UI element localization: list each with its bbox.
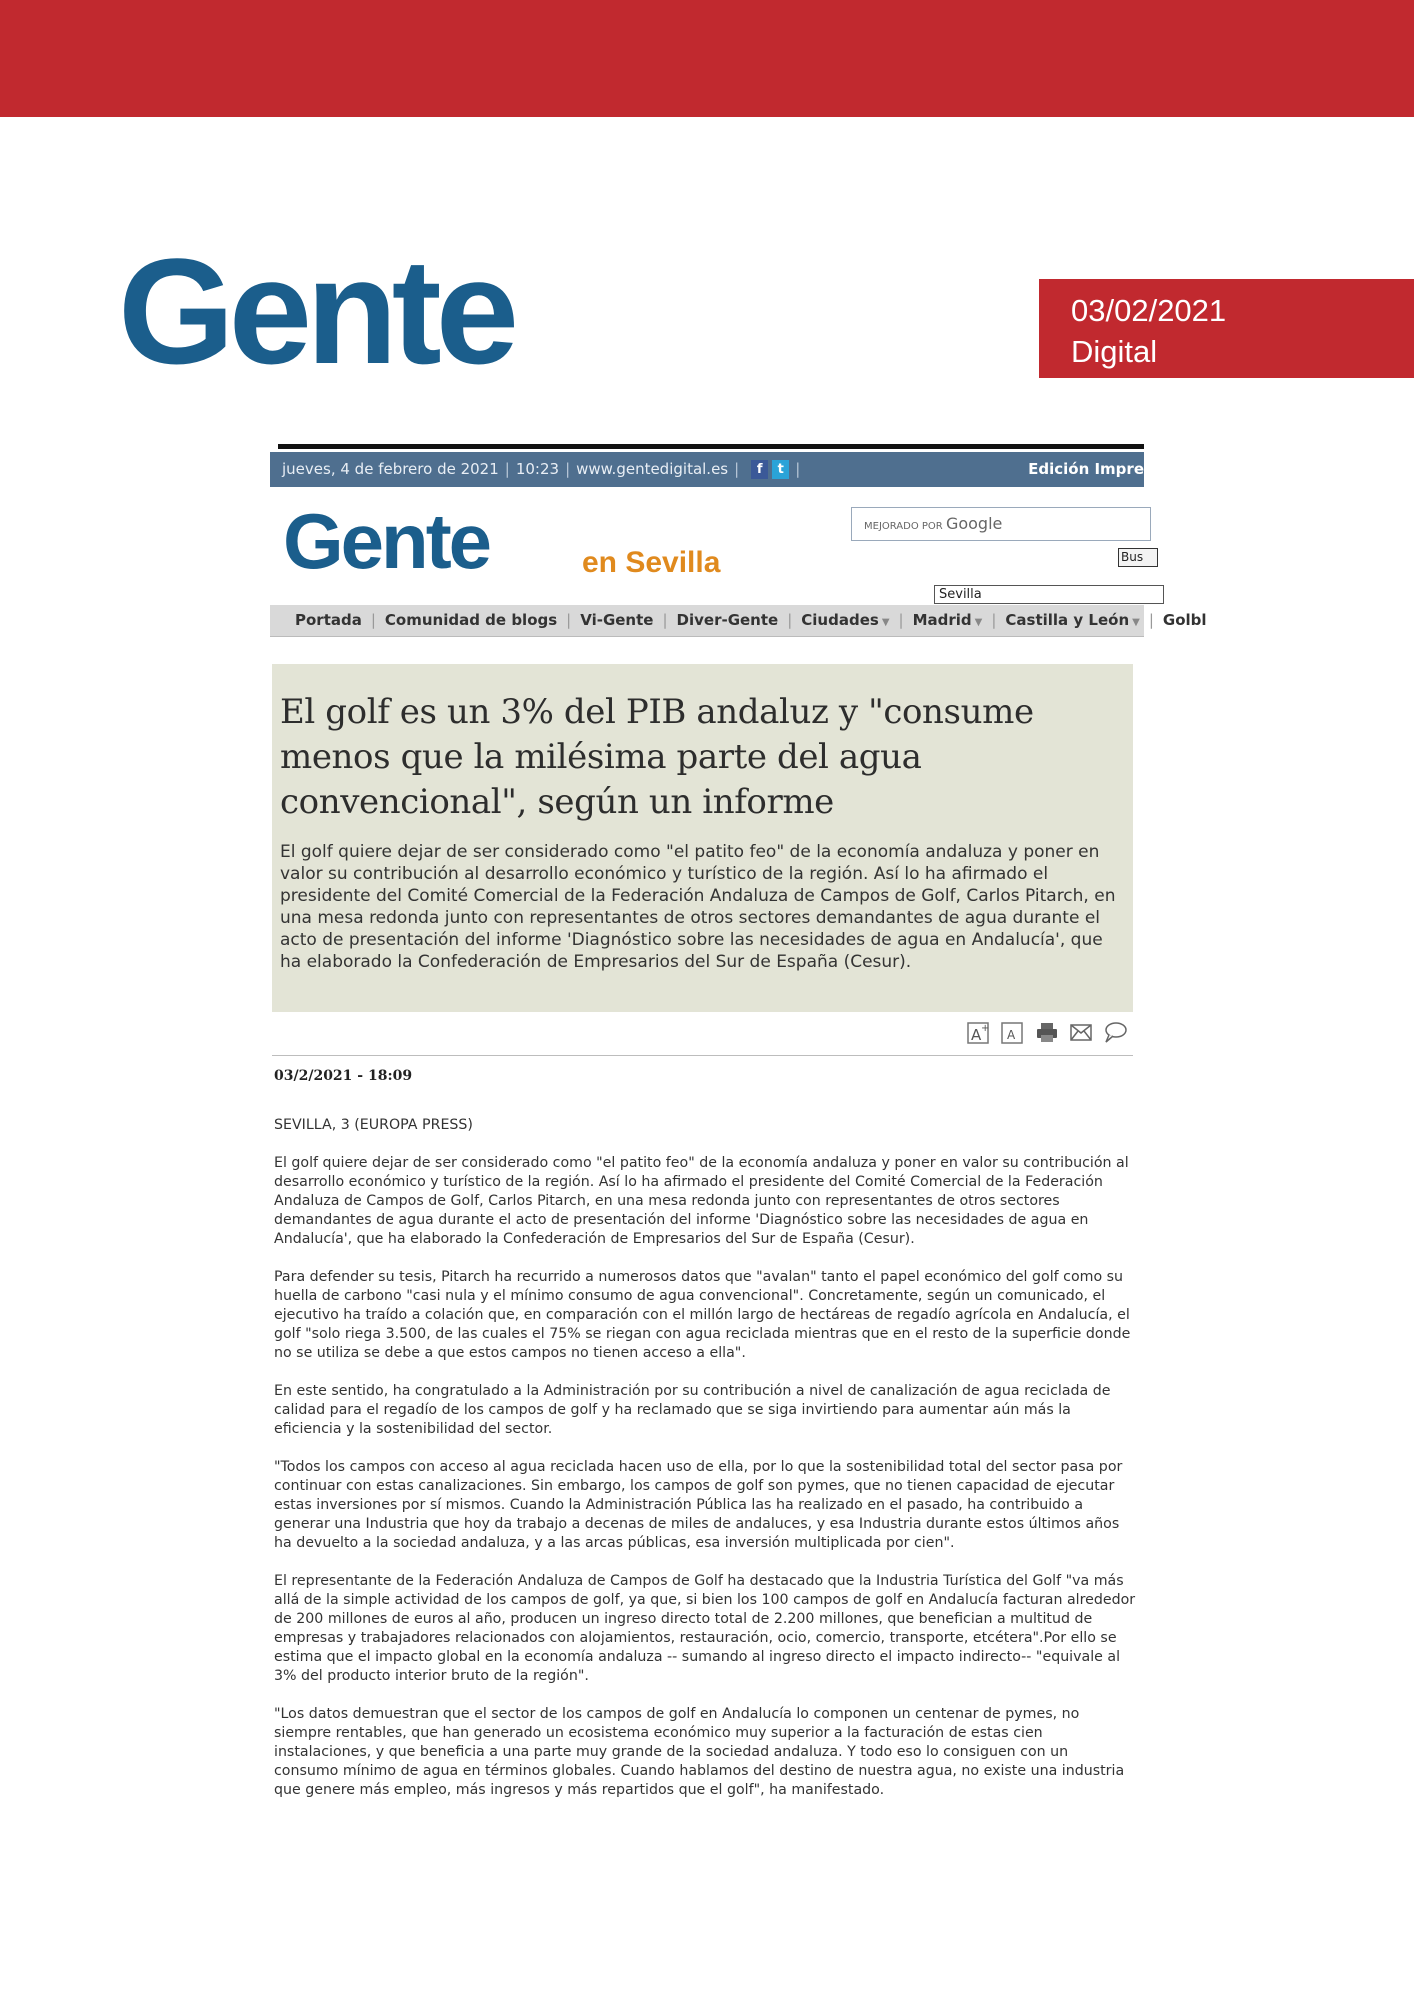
font-increase-icon[interactable]	[967, 1020, 991, 1044]
svg-text:+: +	[981, 1023, 990, 1034]
print-icon[interactable]	[1035, 1020, 1059, 1044]
chevron-down-icon: ▼	[1132, 617, 1140, 628]
website-screenshot	[269, 444, 1207, 1864]
article-paragraph: El representante de la Federación Andaluza de Campos de Golf ha destacado que la Industria Turística del Golf "va más allá de la simple actividad de los campos de golf, ya que, si bien los 100 campos de golf en Andalucía facturan alrededor de 200 millones de euros al año, producen un ingreso directo total de 2.200 millones, que benefician a multitud de empresas y trabajadores relacionados con alojamientos, restauración, ocio, comercio, transporte, etcétera".Por ello se estima que el impacto global en la economía andaluza -- sumando al ingreso directo el impacto indirecto-- "equivale al 3% del producto interior bruto de la región".	[274, 1573, 1136, 1684]
twitter-icon[interactable]: t	[772, 460, 789, 479]
email-icon[interactable]	[1069, 1020, 1093, 1044]
svg-text:A: A	[1007, 1028, 1016, 1042]
site-city-label: en Sevilla	[582, 546, 721, 579]
article-tools	[967, 1020, 1137, 1046]
article-paragraph: "Todos los campos con acceso al agua reciclada hacen uso de ella, por lo que la sostenibilidad total del sector pasa por continuar con estas canalizaciones. Sin embargo, los campos de golf son pymes, que no tienen capacidad de ejecutar estas inversiones por sí mismos. Cuando la Administración Pública las ha realizado en el pasado, ha contribuido a generar una Industria que hoy da trabajo a decenas de miles de andaluces, y esa Industria durante estos últimos años ha devuelto a la sociedad andaluza, y a las arcas públicas, esa inversión multiplicada por cien".	[274, 1459, 1123, 1551]
article-paragraph: En este sentido, ha congratulado a la Administración por su contribución a nivel de canalización de agua reciclada de calidad para el regadío de los campos de golf y ha reclamado que se siga invirtiendo para aumentar aún más la eficiencia y la sostenibilidad del sector.	[274, 1383, 1111, 1437]
comment-icon[interactable]	[1103, 1020, 1127, 1044]
article-body	[274, 1116, 1136, 1819]
search-prefix: MEJORADO POR	[864, 521, 943, 532]
nav-item-madrid[interactable]: Madrid ▼	[912, 611, 983, 629]
article-paragraph: "Los datos demuestran que el sector de los campos de golf en Andalucía lo componen un centenar de pymes, no siempre rentables, que han generado un ecosistema económico muy superior a la facturación de estas cien instalaciones, y que beneficia a una parte muy grande de la sociedad andaluza. Y todo eso lo consiguen con un consumo mínimo de agua en términos globales. Cuando hablamos del destino de nuestra agua, no existe una industria que genere más empleo, más ingresos y más repartidos que el golf", ha manifestado.	[274, 1706, 1125, 1798]
google-label: Google	[945, 514, 1003, 533]
search-input[interactable]	[851, 507, 1151, 541]
article-paragraph: Para defender su tesis, Pitarch ha recurrido a numerosos datos que "avalan" tanto el papel económico del golf como su huella de carbono "casi nula y el mínimo consumo de agua convencional". Concretamente, según un comunicado, el ejecutivo ha traído a colación que, en comparación con el millón largo de hectáreas de regadío agrícola en Andalucía, el golf "solo riega 3.500, de las cuales el 75% se riegan con agua reciclada mientras que en el resto de la superficie donde no se utiliza se debe a que estos campos no tienen acceso a ella".	[274, 1269, 1131, 1361]
publication-logo: Gente	[118, 227, 514, 395]
nav-item-castilla-leon[interactable]: Castilla y León ▼	[1005, 611, 1140, 629]
topbar-url[interactable]: www.gentedigital.es	[576, 460, 729, 478]
nav-item-diver-gente[interactable]: Diver-Gente	[676, 611, 779, 629]
nav-item-golbl[interactable]: Golbl	[1162, 611, 1207, 629]
nav-item-blogs[interactable]: Comunidad de blogs	[384, 611, 558, 629]
site-logo[interactable]: Gente	[283, 497, 490, 585]
clipping-date: 03/02/2021	[1071, 293, 1227, 328]
header-band	[0, 0, 1414, 117]
facebook-icon[interactable]: f	[751, 460, 768, 479]
topbar-time: 10:23	[515, 460, 560, 478]
article-lead: El golf quiere dejar de ser considerado como "el patito feo" de la economía andaluza y poner en valor su contribución al desarrollo económico y turístico de la región. Así lo ha afirmado el presidente del Comité Comercial de la Federación Andaluza de Campos de Golf, Carlos Pitarch, en una mesa redonda junto con representantes de otros sectores demandantes de agua durante el acto de presentación del informe 'Diagnóstico sobre las necesidades de agua en Andalucía', que ha elaborado la Confederación de Empresarios del Sur de España (Cesur).	[280, 842, 1116, 972]
screenshot-top-rule	[278, 444, 1144, 449]
topbar-date: jueves, 4 de febrero de 2021	[282, 460, 499, 478]
chevron-down-icon: ▼	[881, 617, 890, 628]
article-paragraph: El golf quiere dejar de ser considerado como "el patito feo" de la economía andaluza y poner en valor su contribución al desarrollo económico y turístico de la región. Así lo ha afirmado el presidente del Comité Comercial de la Federación Andaluza de Campos de Golf, Carlos Pitarch, en una mesa redonda junto con representantes de otros sectores demandantes de agua durante el acto de presentación del informe 'Diagnóstico sobre las necesidades de agua en Andalucía', que ha elaborado la Confederación de Empresarios del Sur de España (Cesur).	[274, 1155, 1129, 1247]
search-button[interactable]: Bus	[1118, 548, 1158, 567]
main-nav: Portada | Comunidad de blogs | Vi-Gente | Diver-Gente | Ciudades ▼ | Madrid ▼ | Castilla y León ▼ | Golbl	[270, 605, 1144, 637]
city-select[interactable]: Sevilla	[934, 585, 1164, 604]
site-topbar: jueves, 4 de febrero de 2021 | 10:23 | www.gentedigital.es | f t | Edición Impre	[270, 452, 1144, 487]
nav-item-vi-gente[interactable]: Vi-Gente	[580, 611, 654, 629]
article-timestamp: 03/2/2021 - 18:09	[274, 1068, 413, 1084]
font-decrease-icon[interactable]	[1001, 1020, 1025, 1044]
clipping-medium: Digital	[1071, 334, 1158, 369]
article-lead-box	[272, 664, 1133, 1012]
edition-link[interactable]: Edición Impre	[1028, 460, 1144, 478]
article-dateline: SEVILLA, 3 (EUROPA PRESS)	[274, 1117, 473, 1133]
chevron-down-icon: ▼	[974, 617, 983, 628]
nav-item-portada[interactable]: Portada	[295, 611, 362, 629]
article-headline: El golf es un 3% del PIB andaluz y "consume menos que la milésima parte del agua convencional", según un informe	[280, 692, 1034, 822]
clipping-date-tag	[1039, 279, 1414, 378]
nav-item-ciudades[interactable]: Ciudades ▼	[801, 611, 890, 629]
divider	[272, 1055, 1133, 1056]
svg-text:A: A	[971, 1026, 982, 1044]
